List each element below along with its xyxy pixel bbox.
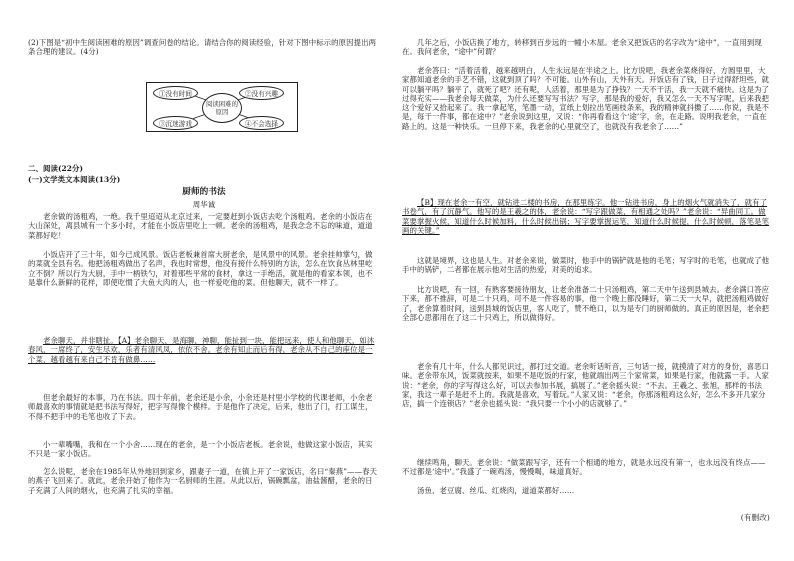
left-paragraph-1: 老余做的汤粗鸡，一绝。我千里迢迢从北京过来，一定要赶到小饭店去吃个汤粗鸡。老余的小饭店在大山深处，离县城有一个多小时，才能在小饭店里吃上一顿。老余的汤粗鸡，是我念念不忘的味道，道道菜都好吃！ <box>28 212 373 240</box>
essay-title: 厨师的书法 <box>182 187 226 197</box>
left-paragraph-4: 但老余最好的本事，乃在书法。四十年前，老余还是小余，小余还是村里小学校的代课老师，小余老师最喜欢的事情就是把书法写得好，把字写得像个模样。于是他作了决定，后来，他出了门，打工谋生，不得不把手中的毛笔也收了下去。 <box>28 393 373 421</box>
right-paragraph-4: 这就是境界，这也是人生。对老余来说，做菜时，他手中的锅铲就是他的毛笔；写字时的毛笔，也就成了他手中的锅铲，二者都在展示他对生活的热爱，对美的追求。 <box>402 256 770 275</box>
diagram-node-1: ①没有时间 <box>153 86 198 100</box>
essay-author: 周华诚 <box>192 200 216 209</box>
right-paragraph-1: 几年之后，小饭店换了地方，转移到百步远的一幢小木屋。老余又把饭店的名字改为“途中”，一直用到现在。我问老余，“途中”何谓？ <box>402 38 762 57</box>
reading-difficulty-diagram <box>146 82 298 132</box>
right-paragraph-8: 汤鱼、老豆腐、丝瓜、红烧肉，道道菜都好…… <box>417 486 575 495</box>
diagram-node-3: ③沉迷游戏 <box>153 116 198 130</box>
right-paragraph-7: 继续鸣角，聊天。老余说：“做菜跟写字，还有一个相通的地方，就是永远没有第一，也永远没有终点——不过都是‘途中’。”我盛了一碗鸡汤，慢慢喝，味道真好。 <box>402 458 766 477</box>
left-paragraph-6: 怎么说呢，老余在1985年从外地回到家乡，跟妻子一道，在镇上开了一家饭店，名曰“秦燕”——春天的燕子飞回来了。就此，老余开始了他作为一名厨师的生涯。从此以后，锅碗瓢盆，油盐酱醋，老余的日子充满了人间的烟火，也充满了扎实的幸福。 <box>28 467 378 495</box>
section-heading: 二、阅读(22分) <box>28 164 84 173</box>
diagram-center: 阅读困难的原因 <box>202 93 242 123</box>
left-paragraph-2: 小饭店开了三十年，如今已成风景。饭店老板兼首席大厨老余，是风景中的风景。老余挂帅掌勺，做的菜就全县有名。他把汤粗鸡做出了名声，我也时常想，他没有接什么特别的方法，怎么在饮食丛林里屹立不倒？所以行为大厨，手中一柄铁勺，对着那些平常的食材，拿这一手绝活，就是他的看家本领，也不是靠什么新鲜的花样，即使吃惯了大鱼大肉的人，也一样爱吃他的菜。但他聊天，就不一样了。 <box>28 250 373 287</box>
question-2: (2)下图是“初中生阅读困难的原因”调查问卷的结论。请结合你的阅读经验，针对下图中标示的原因提出两条合理的建议。(4分) <box>28 38 377 57</box>
source-note: (有删改) <box>740 513 770 522</box>
diagram-node-4: ④不会选择 <box>239 116 284 130</box>
right-paragraph-5: 比方说吧，有一回，有熟客要接待朋友，让老余准备二十只汤粗鸡，第二天中午送到县城去。老余满口答应下来，都不推辞，可是二十只鸡，可不是一件容易的事，他一个晚上都没睡好，第二天一大早，就把汤粗鸡做好了，老余算着时间，送到县城的饭店里，客人吃了，赞不绝口，以为是专门的厨师做的。真正的原因是，老余把全部心思都用在了这二十只鸡上，所以做得好。 <box>402 285 770 322</box>
diagram-node-2: ②没有兴趣 <box>239 86 284 100</box>
right-paragraph-6: 老余有几十年，什么人都见识过，都打过交道。老余听话听音，三句话一接，就摸清了对方的身份，喜恶口味。老余带东风，饭菜就按来，如果不是吃饭的行家，他就端出两三个家常菜，如果是行家，他就露一手。人家说：“老余，你的字写得这么好，可以去参加书展，搞展了。”老余摇头说：“不去。王羲之、张旭，那样的书法家，我这一辈子是赶不上的。我就是喜欢，写着玩。”人家又说：“老余，你那汤粗鸡这么好，怎么不多开几家分店，搞一个连锁店？”老余也摇头说：“我只要一个小小的店就够了。” <box>402 362 770 409</box>
left-paragraph-5: 小一辈嘴嘴，我和在一个小舍……现在的老余，是一个小饭店老板。老余说，他做这家小饭店，其实不只是一家小饭店。 <box>28 440 373 459</box>
right-paragraph-3: 【B】现在老余一有空，就钻进二楼的书房，在那里练字。他一钻进书房，身上的烟火气就消失了，就有了书卷气，有了沉静气。他写的是王羲之的体，老余说：“写字跟做菜，有相通之处吗？”老余说：“异曲同工。做菜要掌握火候，知道什么时候加料，什么时候出锅；写字要掌握运笔，知道什么时候提，什么时候顿，落笔是笔画的关键。” <box>402 198 770 235</box>
right-paragraph-2: 老余答曰：“活着活着，越来越明白，人生永远是在半途之上。比方说吧，我老余菜烧得好，方圆里里，大家都知道老余的手艺不错，这就到顶了吗？不可能。山外有山，天外有天。开饭店有了钱，日子过得舒坦些，就可以躺平吗？躺平了，就死了吧？还有呢，人活着，那里是为了挣钱？一天不干活，我一天就不痛快。这是为了过得充实——我老余每天做菜，为什么还要写写书法？写字，那是我的爱好，我又怎么一天不写字呢。后来我把这个爱好又拾起来了。我一拿起笔，笔墨一动，宣纸上划拉出笔画枝条来，我的精神就抖擞了……你说，我是不是，每干一件事，都在途中？”老余说到这里，又说：“你再看看这个‘途’字，余，在走路。说明我老余，一直在路上的。这是一种快乐。一旦停下来，我老余的心里就空了，也就没有我老余了……” <box>402 66 770 131</box>
subsection-heading: (一)文学类文本阅读(13分) <box>28 175 121 184</box>
left-paragraph-3: 老余聊天，并非瞎扯。【A】老余聊天，是海聊，神聊，能扯到一块，能把远来，使人和他聊天，如沐春风，一席终了，安生尽欢，乐者有清风凤，依依不舍。老余有知止而后有得，老余从不自己的座位是一个菜，越看越有来自己不肯有做鼻…… <box>28 336 375 364</box>
